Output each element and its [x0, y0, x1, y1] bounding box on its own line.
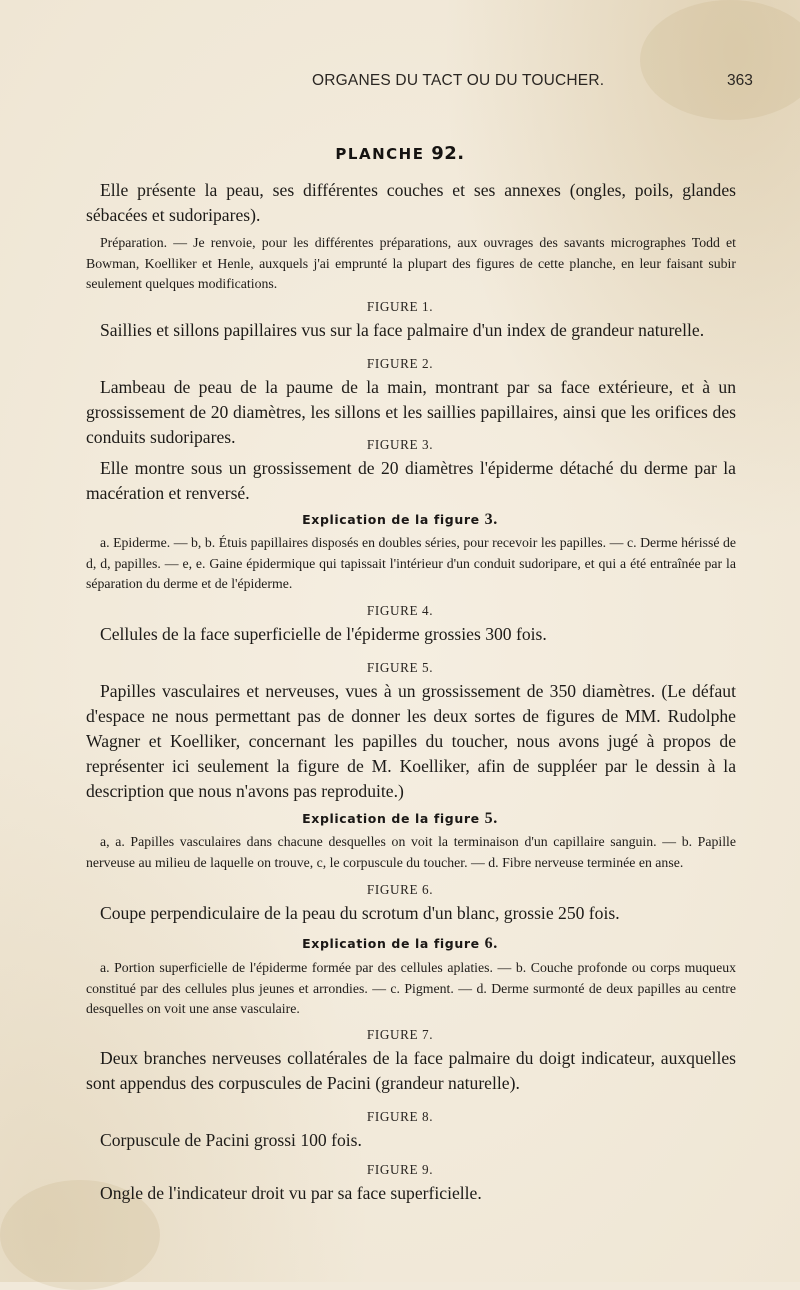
figure-label: FIGURE 3.: [366, 437, 434, 452]
explication-title: Explication de la figure: [302, 936, 480, 951]
plate-number: 92.: [431, 143, 465, 164]
figure-label: FIGURE 6.: [366, 882, 434, 897]
explication-number: 5.: [484, 810, 498, 827]
figure-caption: Coupe perpendiculaire de la peau du scrotum d'un blanc, grossie 250 fois.: [100, 903, 620, 923]
intro-paragraph: Elle présente la peau, ses différentes couches et ses annexes (ongles, poils, glandes sébacées et sudoripares).: [86, 180, 736, 225]
figure-label: FIGURE 2.: [366, 356, 434, 371]
figure-label: FIGURE 5.: [366, 660, 434, 675]
figure-caption: Cellules de la face superficielle de l'épiderme grossies 300 fois.: [100, 624, 547, 644]
explication-heading: [0, 511, 800, 529]
figure-caption: Lambeau de peau de la paume de la main, montrant par sa face extérieure, et à un grossissement de 20 diamètres, les sillons et les saillies papillaires, ainsi que les orifices des conduits sudoripares.: [86, 377, 736, 447]
figure-caption: Deux branches nerveuses collatérales de la face palmaire du doigt indicateur, auxquelles sont appendus des corpuscules de Pacini (grandeur naturelle).: [86, 1048, 736, 1093]
explication-number: 6.: [484, 935, 498, 952]
figure-caption: Ongle de l'indicateur droit vu par sa face superficielle.: [100, 1183, 482, 1203]
figure-label: FIGURE 1.: [366, 299, 434, 314]
explication-number: 3.: [484, 511, 498, 528]
figure-caption: Saillies et sillons papillaires vus sur la face palmaire d'un index de grandeur naturelle.: [100, 320, 705, 340]
page-header: [0, 72, 800, 96]
figure-caption: Papilles vasculaires et nerveuses, vues à un grossissement de 350 diamètres. (Le défaut d'espace ne nous permettant pas de donner les deux sortes de figures de MM. Rudolphe Wagner et Koelliker, concernant les papilles du toucher, nous avons jugé à propos de représenter ici seulement la figure de M. Koelliker, afin de suppléer par le dessin à la description que nous n'avons pas reproduite.): [86, 681, 736, 801]
figure-label: FIGURE 9.: [366, 1162, 434, 1177]
running-title: ORGANES DU TACT OU DU TOUCHER.: [312, 72, 605, 89]
figure-label: FIGURE 8.: [366, 1109, 434, 1124]
explication-title: Explication de la figure: [302, 811, 480, 826]
explication-heading: [0, 810, 800, 828]
paper-stain: [640, 0, 800, 120]
explication-heading: [0, 935, 800, 953]
explication-text: a. Epiderme. — b, b. Étuis papillaires disposés en doubles séries, pour recevoir les papilles. — c. Derme hérissé de d, d, papilles. — e, e. Gaine épidermique qui tapissait l'intérieur d'un conduit sudoripare, et qui a été entraînée par la séparation du derme et de l'épiderme.: [86, 535, 736, 591]
page-number: 363: [727, 72, 753, 89]
explication-text: a. Portion superficielle de l'épiderme formée par des cellules aplaties. — b. Couche profonde ou corps muqueux constitué par des cellules plus jeunes et arrondies. — c. Pigment. — d. Derme surmonté de deux papilles au centre desquelles on voit une anse vasculaire.: [86, 960, 736, 1016]
preparation-paragraph: Préparation. — Je renvoie, pour les différentes préparations, aux ouvrages des savants micrographes Todd et Bowman, Koelliker et Henle, auxquels j'ai emprunté la plupart des figures de cette planche, en leur faisant subir seulement quelques modifications.: [86, 235, 736, 291]
plate-label: PLANCHE: [335, 145, 425, 163]
figure-caption: Elle montre sous un grossissement de 20 diamètres l'épiderme détaché du derme par la macération et renversé.: [86, 458, 736, 503]
figure-label: FIGURE 4.: [366, 603, 434, 618]
plate-title: [0, 143, 800, 164]
figure-label: FIGURE 7.: [366, 1027, 434, 1042]
explication-text: a, a. Papilles vasculaires dans chacune desquelles on voit la terminaison d'un capillaire sanguin. — b. Papille nerveuse au milieu de laquelle on trouve, c, le corpuscule du toucher. — d. Fibre nerveuse terminée en anse.: [86, 834, 736, 870]
figure-caption: Corpuscule de Pacini grossi 100 fois.: [100, 1130, 362, 1150]
explication-title: Explication de la figure: [302, 512, 480, 527]
